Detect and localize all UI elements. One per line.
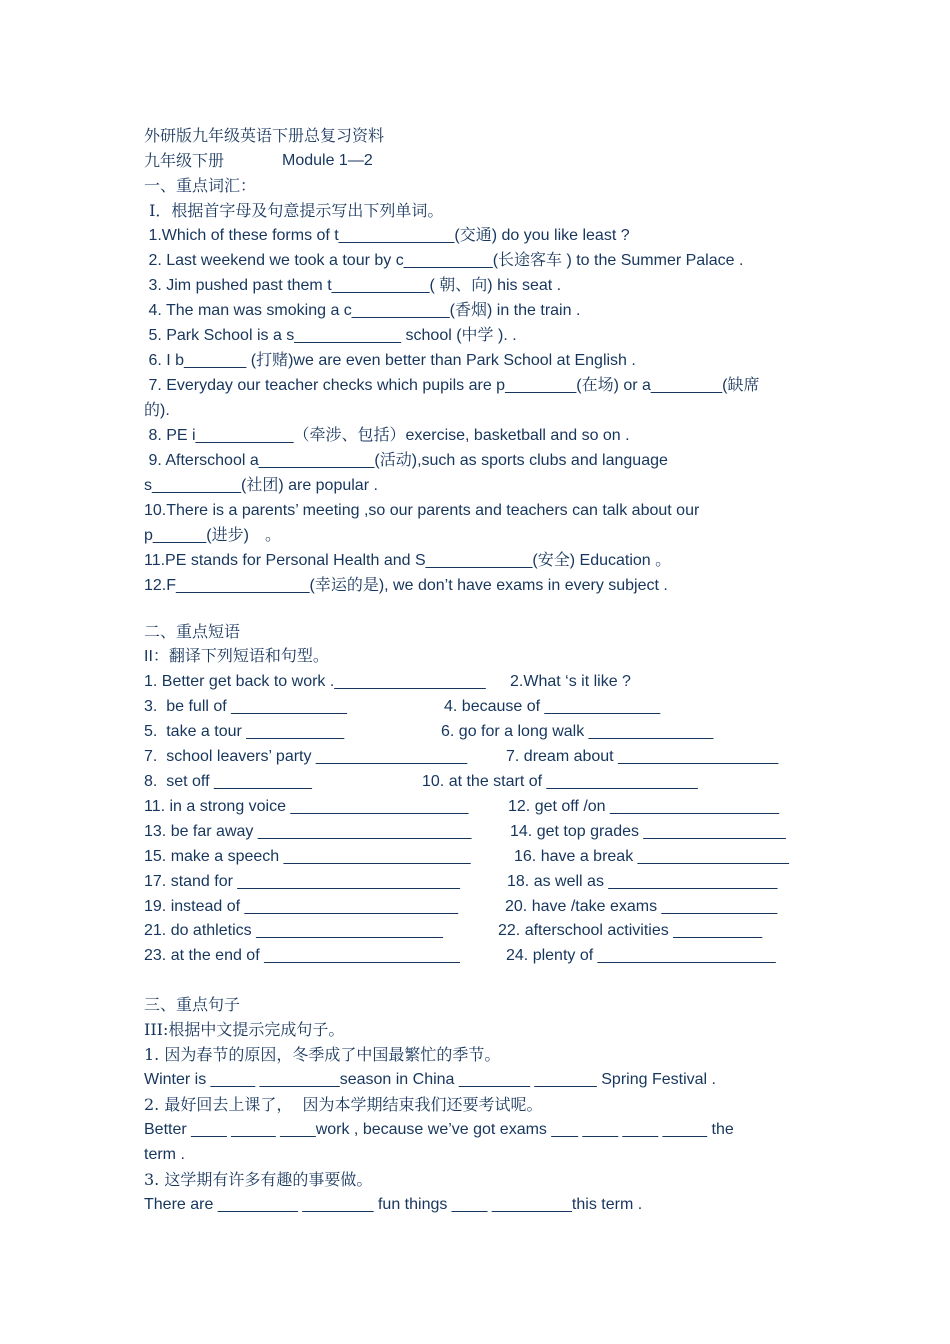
- vocab-line: 10.There is a parents’ meeting ,so our parents and teachers can talk about our: [144, 502, 700, 519]
- phrase-left: 15. make a speech _____________________: [144, 848, 471, 865]
- sentence-line: Better ____ _____ ____work , because we’ve got exams ___ ____ ____ _____ the: [144, 1121, 734, 1138]
- phrase-left: 7. school leavers’ party _________________: [144, 748, 468, 765]
- phrase-right: 14. get top grades ________________: [510, 823, 786, 840]
- section2-instruction: II：翻译下列短语和句型。: [144, 648, 329, 665]
- module-label: Module 1—2: [282, 152, 373, 169]
- phrase-left: 21. do athletics _____________________: [144, 922, 443, 939]
- sentence-line: Winter is _____ _________season in China ________ _______ Spring Festival .: [144, 1071, 716, 1088]
- grade-label: 九年级下册: [144, 151, 225, 170]
- vocab-line: 4. The man was smoking a c___________(香烟) in the train .: [144, 302, 581, 319]
- section1-heading: 一、重点词汇：: [144, 176, 257, 195]
- phrase-left: 17. stand for _________________________: [144, 873, 460, 890]
- vocab-line: 3. Jim pushed past them t___________( 朝、向) his seat .: [144, 277, 562, 294]
- section2-heading: 二、重点短语: [144, 622, 241, 641]
- vocab-line: 1.Which of these forms of t_____________(交通) do you like least ?: [144, 227, 630, 244]
- phrase-right: 6. go for a long walk ______________: [441, 723, 714, 740]
- phrase-right: 18. as well as ___________________: [507, 873, 778, 890]
- phrase-right: 16. have a break _________________: [514, 848, 789, 865]
- phrase-left: 23. at the end of ______________________: [144, 947, 460, 964]
- sentence-line: There are _________ ________ fun things ____ _________this term .: [144, 1196, 643, 1213]
- vocab-line: 11.PE stands for Personal Health and S____________(安全) Education 。: [144, 552, 672, 569]
- phrase-right: 4. because of _____________: [444, 698, 661, 715]
- phrase-right: 12. get off /on ___________________: [508, 798, 780, 815]
- document-title: 外研版九年级英语下册总复习资料: [144, 126, 385, 145]
- sentence-line: 2. 最好回去上课了， 因为本学期结束我们还要考试呢。: [144, 1095, 543, 1114]
- phrase-left: 11. in a strong voice ____________________: [144, 798, 469, 815]
- sentence-line: term .: [144, 1146, 185, 1163]
- section1-instruction: I．根据首字母及句意提示写出下列单词。: [144, 201, 444, 220]
- sentence-line: 3. 这学期有许多有趣的事要做。: [144, 1170, 373, 1189]
- vocab-line: 7. Everyday our teacher checks which pupils are p________(在场) or a________(缺席: [144, 377, 760, 394]
- phrase-right: 2.What ‘s it like ?: [510, 673, 631, 690]
- phrase-right: 20. have /take exams _____________: [505, 898, 778, 915]
- phrase-left: 8. set off ___________: [144, 773, 312, 790]
- vocab-line: s__________(社团) are popular .: [144, 477, 378, 494]
- phrase-left: 13. be far away ________________________: [144, 823, 472, 840]
- phrase-left: 3. be full of _____________: [144, 698, 347, 715]
- phrase-left: 1. Better get back to work ._________________: [144, 673, 486, 690]
- phrase-left: 19. instead of ________________________: [144, 898, 459, 915]
- section3-heading: 三、重点句子: [144, 995, 241, 1014]
- vocab-line: 9. Afterschool a_____________(活动),such as sports clubs and language: [144, 452, 668, 469]
- phrase-left: 5. take a tour ___________: [144, 723, 345, 740]
- phrase-right: 10. at the start of _________________: [422, 773, 698, 790]
- phrase-right: 22. afterschool activities __________: [498, 922, 763, 939]
- phrase-right: 24. plenty of ____________________: [506, 947, 776, 964]
- vocab-line: 12.F_______________(幸运的是), we don’t have exams in every subject .: [144, 577, 668, 594]
- vocab-line: p______(进步) 。: [144, 527, 281, 544]
- sentence-line: 1. 因为春节的原因，冬季成了中国最繁忙的季节。: [144, 1045, 501, 1064]
- section3-instruction: III:根据中文提示完成句子。: [144, 1020, 345, 1039]
- vocab-line: 6. I b_______ (打赌)we are even better than Park School at English .: [144, 352, 636, 369]
- phrase-right: 7. dream about __________________: [506, 748, 779, 765]
- vocab-line: 的).: [144, 402, 170, 419]
- vocab-line: 8. PE i___________（牵涉、包括）exercise, basketball and so on .: [144, 427, 630, 444]
- vocab-line: 2. Last weekend we took a tour by c__________(长途客车 ) to the Summer Palace .: [144, 252, 744, 269]
- vocab-line: 5. Park School is a s____________ school (中学 ). .: [144, 327, 517, 344]
